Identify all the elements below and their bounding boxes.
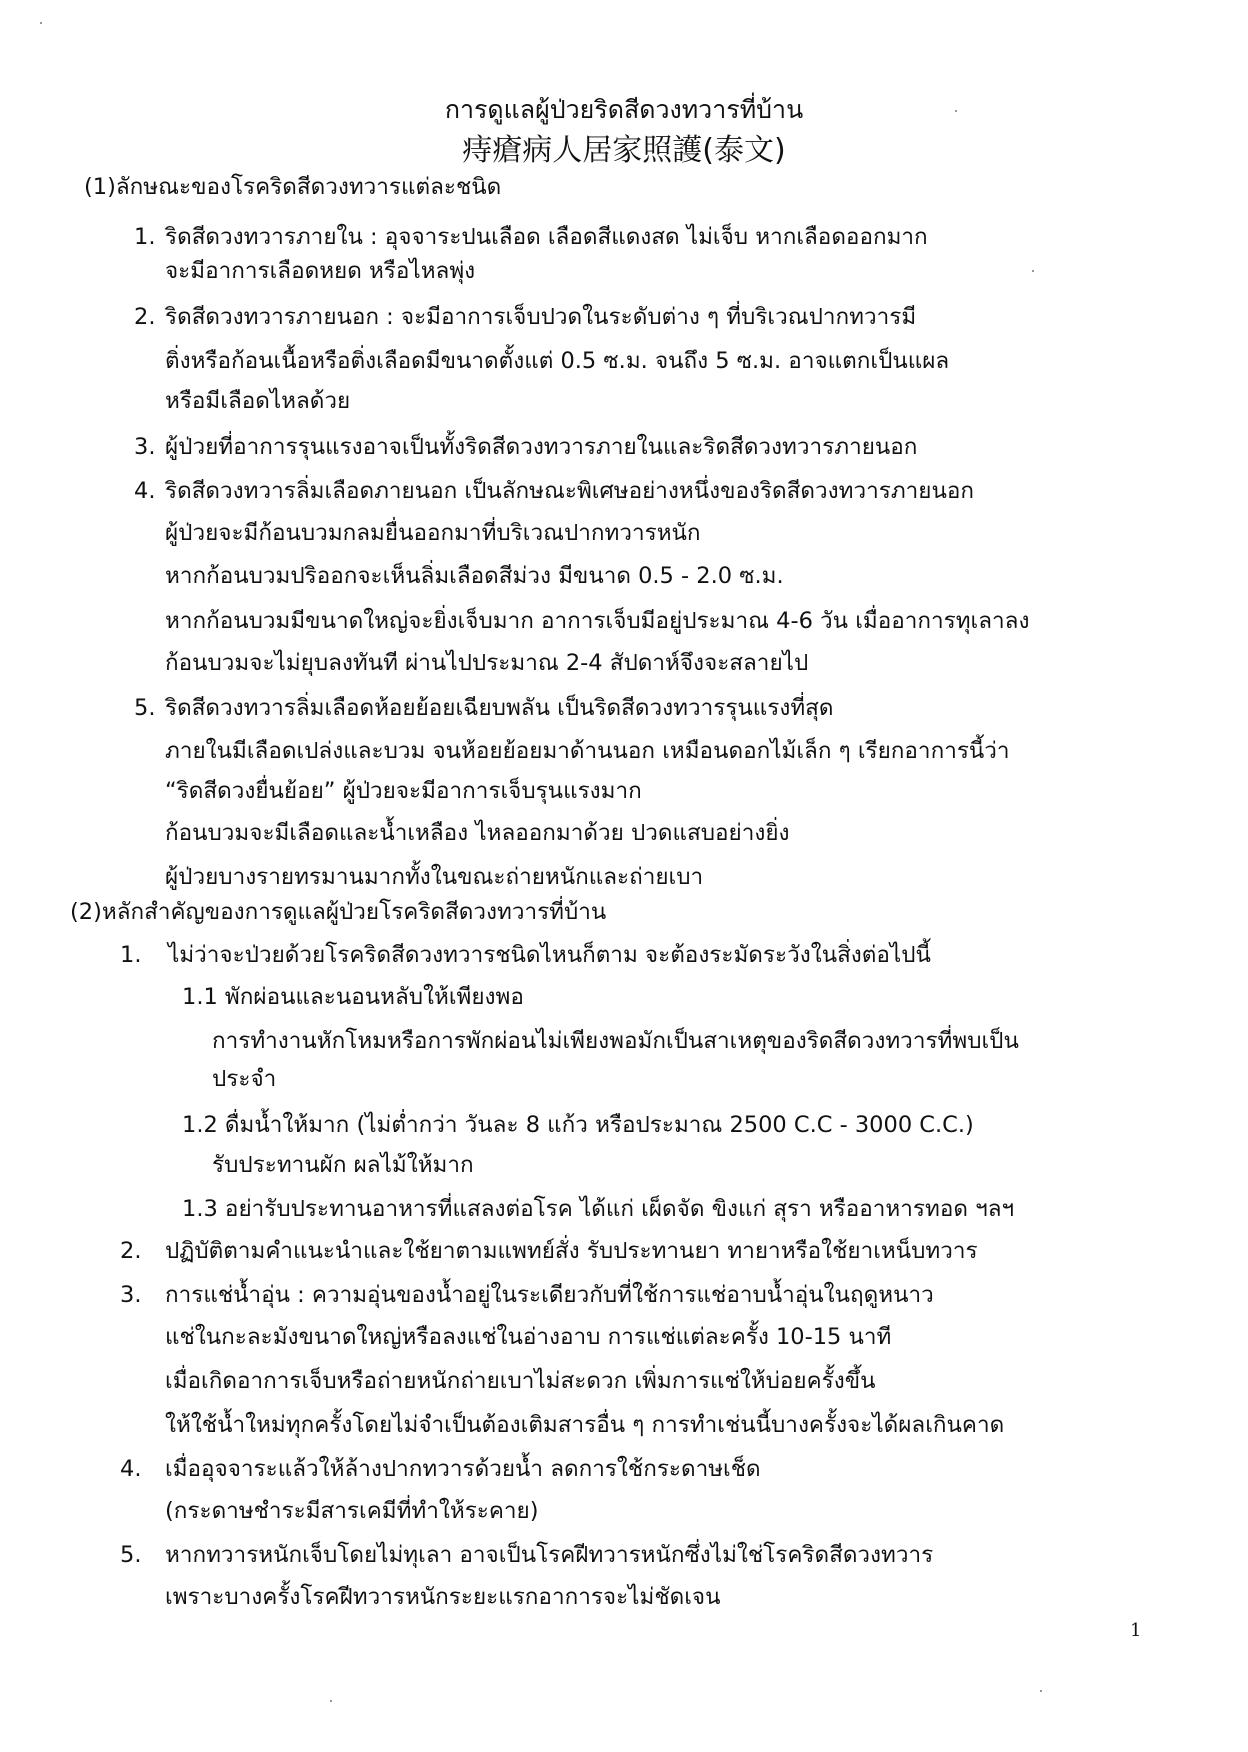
item-number: 4. [120,1456,142,1482]
item-text-line: หากทวารหนักเจ็บโดยไม่ทุเลา อาจเป็นโรคฝีทวารหนักซึ่งไม่ใช่โรคริดสีดวงทวาร [165,1542,934,1568]
scan-speck [330,1700,332,1702]
item-text-line: เมื่ออุจจาระแล้วให้ล้างปากทวารด้วยน้ำ ลดการใช้กระดาษเช็ด [165,1456,761,1482]
item-number: 3. [120,1282,142,1308]
item-number: 1. [134,224,156,250]
sub-item-text-line: รับประทานผัก ผลไม้ให้มาก [212,1152,474,1178]
item-text-line: ภายในมีเลือดเปล่งและบวม จนห้อยย้อยมาด้านนอก เหมือนดอกไม้เล็ก ๆ เรียกอาการนี้ว่า [165,738,1010,764]
item-text-line: ริดสีดวงทวารภายนอก : จะมีอาการเจ็บปวดในระดับต่าง ๆ ที่บริเวณปากทวารมี [165,304,917,330]
item-text-line: เพราะบางครั้งโรคฝีทวารหนักระยะแรกอาการจะไม่ชัดเจน [165,1584,721,1610]
item-text-line: ไม่ว่าจะป่วยด้วยโรคริดสีดวงทวารชนิดไหนก็ตาม จะต้องระมัดระวังในสิ่งต่อไปนี้ [168,942,931,968]
document-title-chinese: 痔瘡病人居家照護(泰文) [462,133,786,168]
item-number: 2. [134,304,156,330]
item-number: 3. [134,434,156,460]
item-text-line: หากก้อนบวมปริออกจะเห็นลิ่มเลือดสีม่วง มีขนาด 0.5 - 2.0 ซ.ม. [165,563,784,589]
item-number: 2. [120,1238,142,1264]
item-text-line: ผู้ป่วยจะมีก้อนบวมกลมยื่นออกมาที่บริเวณปากทวารหนัก [165,520,701,546]
document-title-thai: การดูแลผู้ป่วยริดสีดวงทวารที่บ้าน [444,95,804,124]
item-number: 5. [134,695,156,721]
item-text-line: (กระดาษชำระมีสารเคมีที่ทำให้ระคาย) [165,1498,539,1524]
item-text-line: หากก้อนบวมมีขนาดใหญ่จะยิ่งเจ็บมาก อาการเจ็บมีอยู่ประมาณ 4-6 วัน เมื่ออาการทุเลาลง [165,608,1030,634]
scan-speck [955,110,957,112]
item-text-line: การแช่น้ำอุ่น : ความอุ่นของน้ำอยู่ในระเดียวกับที่ใช้การแช่อาบน้ำอุ่นในฤดูหนาว [165,1282,934,1308]
item-text-line: ริดสีดวงทวารภายใน : อุจจาระปนเลือด เลือดสีแดงสด ไม่เจ็บ หากเลือดออกมาก [165,224,928,250]
item-text-line: ริดสีดวงทวารลิ่มเลือดห้อยย้อยเฉียบพลัน เป็นริดสีดวงทวารรุนแรงที่สุด [165,695,834,721]
page-number: 1 [1130,1620,1142,1641]
item-text-line: “ริดสีดวงยื่นย้อย” ผู้ป่วยจะมีอาการเจ็บรุนแรงมาก [165,778,642,804]
item-text-line: แช่ในกะละมังขนาดใหญ่หรือลงแช่ในอ่างอาบ การแช่แต่ละครั้ง 10-15 นาที [165,1324,892,1350]
item-text-line: ติ่งหรือก้อนเนื้อหรือติ่งเลือดมีขนาดตั้งแต่ 0.5 ซ.ม. จนถึง 5 ซ.ม. อาจแตกเป็นแผล [165,348,950,374]
item-text-line: ปฏิบัติตามคำแนะนำและใช้ยาตามแพทย์สั่ง รับประทานยา ทายาหรือใช้ยาเหน็บทวาร [165,1238,978,1264]
section-1-heading: (1)ลักษณะของโรคริดสีดวงทวารแต่ละชนิด [84,174,502,200]
item-text-line: เมื่อเกิดอาการเจ็บหรือถ่ายหนักถ่ายเบาไม่สะดวก เพิ่มการแช่ให้บ่อยครั้งขึ้น [165,1368,876,1394]
item-number: 5. [120,1542,142,1568]
item-text-line: ผู้ป่วยบางรายทรมานมากทั้งในขณะถ่ายหนักและถ่ายเบา [165,864,704,890]
section-2-heading: (2)หลักสำคัญของการดูแลผู้ป่วยโรคริดสีดวงทวารที่บ้าน [70,899,607,925]
sub-item-label: 1.1 พักผ่อนและนอนหลับให้เพียงพอ [182,984,524,1010]
item-text-line: จะมีอาการเลือดหยด หรือไหลพุ่ง [165,258,476,284]
scan-speck [1032,270,1034,272]
item-text-line: ริดสีดวงทวารลิ่มเลือดภายนอก เป็นลักษณะพิเศษอย่างหนึ่งของริดสีดวงทวารภายนอก [165,478,974,504]
item-text-line: ก้อนบวมจะไม่ยุบลงทันที ผ่านไปประมาณ 2-4 สัปดาห์จึงจะสลายไป [165,650,809,676]
sub-item-text-line: ประจำ [212,1066,277,1092]
sub-item-label: 1.3 อย่ารับประทานอาหารที่แสลงต่อโรค ได้แก่ เผ็ดจัด ขิงแก่ สุรา หรืออาหารทอด ฯลฯ [182,1196,1015,1222]
sub-item-label: 1.2 ดื่มน้ำให้มาก (ไม่ต่ำกว่า วันละ 8 แก้ว หรือประมาณ 2500 C.C - 3000 C.C.) [182,1112,974,1138]
item-text-line: ก้อนบวมจะมีเลือดและน้ำเหลือง ไหลออกมาด้วย ปวดแสบอย่างยิ่ง [165,820,790,846]
item-text-line: ผู้ป่วยที่อาการรุนแรงอาจเป็นทั้งริดสีดวงทวารภายในและริดสีดวงทวารภายนอก [165,434,918,460]
item-text-line: หรือมีเลือดไหลด้วย [165,388,351,414]
scan-speck [1040,1690,1042,1692]
item-number: 1. [120,942,142,968]
item-number: 4. [134,478,156,504]
scan-speck [40,22,42,24]
sub-item-text-line: การทำงานหักโหมหรือการพักผ่อนไม่เพียงพอมักเป็นสาเหตุของริดสีดวงทวารที่พบเป็น [212,1028,1019,1054]
item-text-line: ให้ใช้น้ำใหม่ทุกครั้งโดยไม่จำเป็นต้องเติมสารอื่น ๆ การทำเช่นนี้บางครั้งจะได้ผลเกินคาด [165,1412,1005,1438]
